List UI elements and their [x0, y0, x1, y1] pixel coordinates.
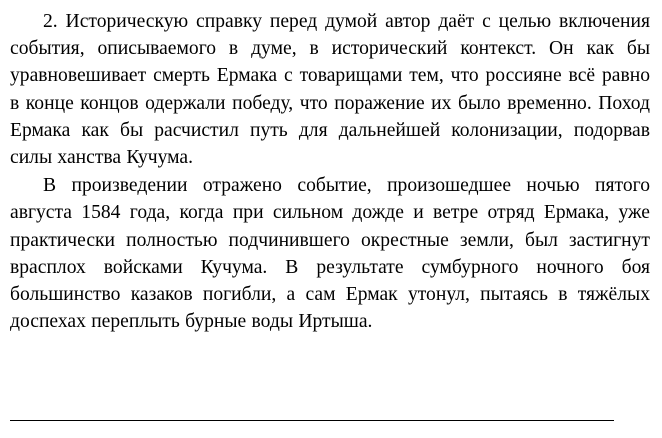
- body-paragraph-2: [10, 172, 650, 335]
- paragraph-2-text: В произведении отражено событие, произошедшее ночью пятого августа 1584 года, когда при сильном дожде и ветре отряд Ермака, уже практически полностью подчинившего окрестные земли, был застигнут врасплох войсками Кучума. В результате сумбурного ночного боя большинство казаков погибли, а сам Ермак утонул, пытаясь в тяжёлых доспехах переплыть бурные воды Иртыша.: [10, 175, 650, 333]
- body-paragraph-1: [10, 8, 650, 171]
- footer-divider-rule: [10, 420, 614, 421]
- paragraph-1-text: 2. Историческую справку перед думой автор даёт с целью включения события, описываемого в думе, в исторический контекст. Он как бы уравновешивает смерть Ермака с товарищами тем, что россияне всё равно в конце концов одержали победу, что поражение их было временно. Поход Ермака как бы расчистил путь для дальнейшей колонизации, подорвав силы ханства Кучума.: [10, 11, 650, 169]
